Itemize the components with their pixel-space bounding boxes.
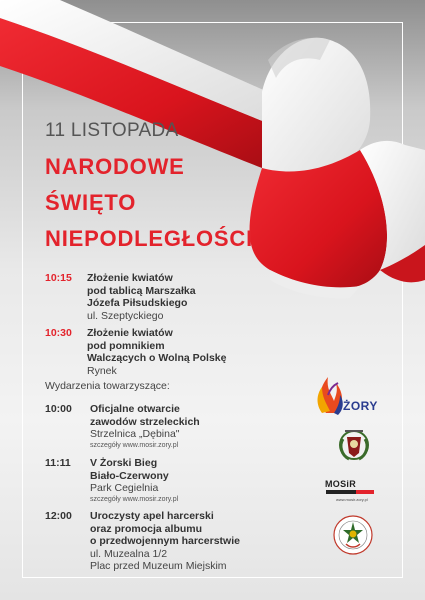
event-title: zawodów strzeleckich — [90, 415, 200, 428]
event-place: Strzelnica „Dębina" — [90, 428, 180, 441]
event-time: 10:00 — [45, 403, 72, 415]
event-title: V Żorski Bieg — [90, 457, 158, 469]
title-line-1: NARODOWE — [45, 154, 185, 179]
event-title: pod tablicą Marszałka — [87, 284, 196, 297]
event-place: Rynek — [87, 364, 117, 377]
event-time: 10:15 — [45, 272, 72, 284]
event-title: Uroczysty apel harcerski — [90, 510, 214, 522]
mosir-logo-text: MOSiR — [325, 479, 357, 489]
event-place: ul. Muzealna 1/2 — [90, 547, 168, 560]
title-line-2: ŚWIĘTO — [45, 190, 137, 215]
date-heading: 11 LISTOPADA — [45, 120, 179, 141]
event-title: Oficjalne otwarcie — [90, 403, 180, 415]
event-title: oraz promocja albumu — [90, 522, 203, 535]
event-title: pod pomnikiem — [87, 339, 165, 352]
mosir-logo-url: www.mosir.zory.pl — [336, 497, 368, 502]
accompanying-heading: Wydarzenia towarzyszące: — [45, 380, 170, 392]
event-time: 11:11 — [45, 457, 71, 469]
event-title: Złożenie kwiatów — [87, 327, 173, 339]
event-title: o przedwojennym harcerstwie — [90, 535, 240, 548]
event-place: Plac przed Muzeum Miejskim — [90, 560, 227, 573]
event-details: szczegóły www.mosir.zory.pl — [90, 495, 179, 503]
event-details: szczegóły www.mosir.zory.pl — [90, 441, 179, 449]
regiment-emblem-icon — [335, 425, 373, 465]
title-line-3: NIEPODLEGŁOŚCI — [45, 226, 253, 251]
mosir-stripe-icon — [326, 488, 374, 496]
event-place: Park Cegielnia — [90, 482, 159, 495]
zory-logo-text: ŻORY — [343, 399, 378, 413]
event-title: Biało-Czerwony — [90, 469, 169, 482]
event-time: 12:00 — [45, 510, 72, 522]
scout-badge-icon — [332, 514, 374, 556]
event-title: Walczących o Wolną Polskę — [87, 352, 227, 365]
event-title: Józefa Piłsudskiego — [87, 297, 188, 310]
event-title: Złożenie kwiatów — [87, 272, 173, 284]
event-time: 10:30 — [45, 327, 72, 339]
event-place: ul. Szeptyckiego — [87, 309, 164, 322]
